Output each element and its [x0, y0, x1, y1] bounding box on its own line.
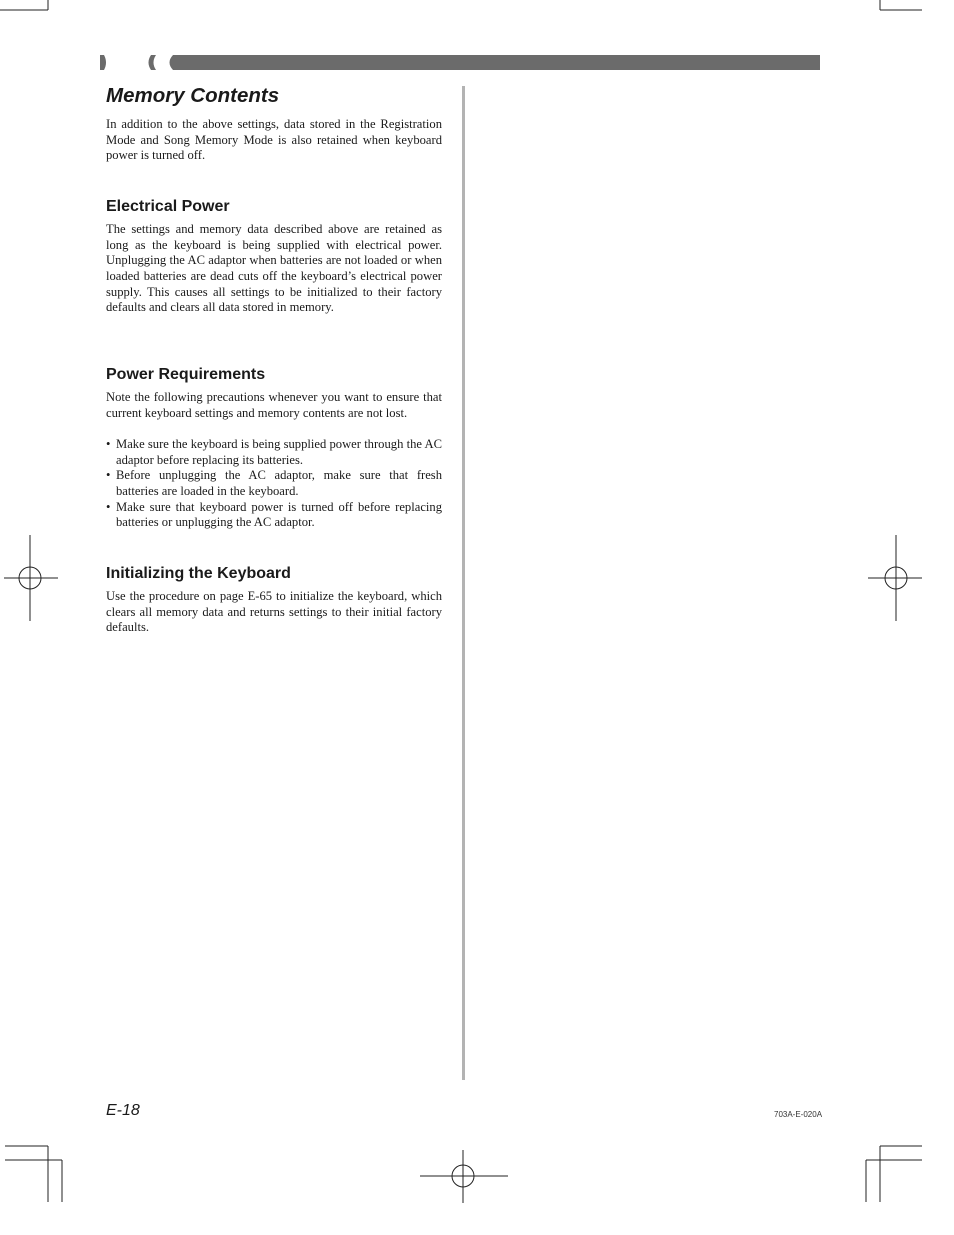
document-code: 703A-E-020A: [774, 1110, 823, 1119]
heading-power-requirements: Power Requirements: [106, 366, 266, 383]
heading-initializing-keyboard: Initializing the Keyboard: [106, 565, 291, 582]
intro-paragraph: In addition to the above settings, data stored in the Registration Mode and Song Memory Mode is also retained when keyboard power is turned off.: [106, 117, 442, 163]
list-item: • Before unplugging the AC adaptor, make sure that fresh batteries are loaded in the keyboard.: [106, 468, 442, 498]
registration-mark-right: [868, 535, 922, 621]
registration-mark-bottom: [420, 1150, 508, 1203]
registration-mark-left: [4, 535, 58, 621]
initializing-paragraph: Use the procedure on page E-65 to initialize the keyboard, which clears all memory data and returns settings to their initial factory defaults.: [106, 589, 442, 635]
list-item: • Make sure that keyboard power is turned off before replacing batteries or unplugging the AC adaptor.: [106, 499, 442, 530]
list-item: • Make sure the keyboard is being supplied power through the AC adaptor before replacing its batteries.: [106, 437, 442, 467]
header-bar: [100, 55, 820, 70]
precautions-list: [106, 437, 442, 531]
column-divider: [462, 86, 465, 1080]
bullet-icon: •: [106, 468, 111, 483]
heading-electrical-power: Electrical Power: [106, 198, 230, 215]
power-requirements-paragraph: Note the following precautions whenever you want to ensure that current keyboard settings and memory contents are not lost.: [106, 390, 442, 420]
bullet-icon: •: [106, 437, 111, 451]
page-number: E-18: [106, 1102, 140, 1119]
page-title: Memory Contents: [106, 84, 280, 107]
electrical-power-paragraph: The settings and memory data described above are retained as long as the keyboard is being supplied with electrical power. Unplugging the AC adaptor when batteries are not loaded or when loaded batteries are dead cuts off the keyboard’s electrical power supply. This causes all settings to be initialized to their factory defaults and clears all data stored in memory.: [106, 222, 442, 315]
bullet-icon: •: [106, 499, 111, 514]
